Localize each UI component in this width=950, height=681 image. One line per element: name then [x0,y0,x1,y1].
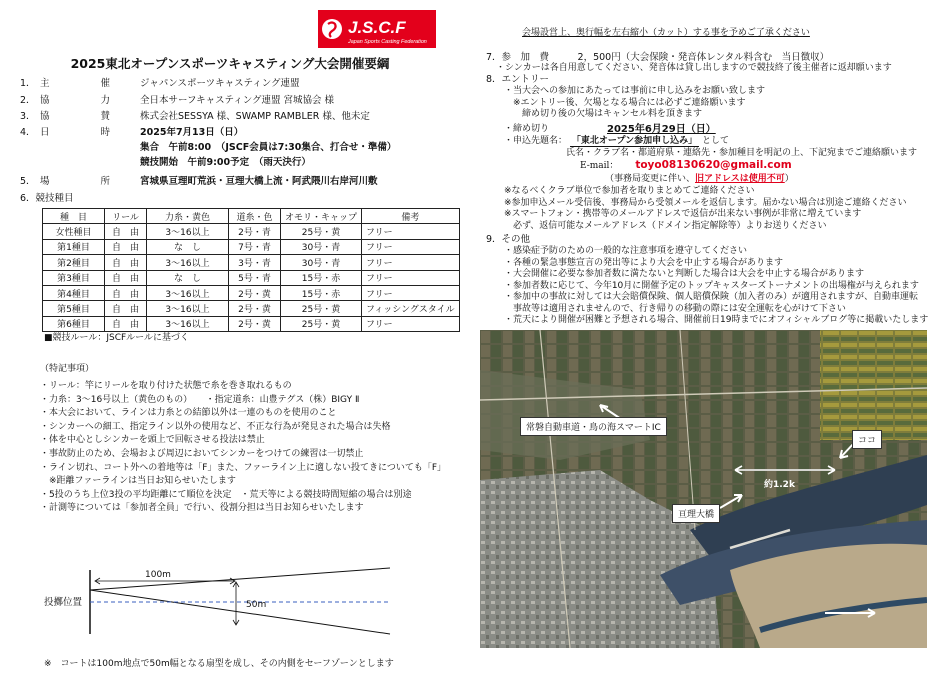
map-label-here: ココ [852,430,882,449]
fee-sub: ・シンカーは各自用意してください、発音体は貸し出しますので競技終了後主催者に返却願います [496,63,892,73]
table-cell: 自 由 [105,224,147,239]
court-upper-edge [90,568,390,590]
table-row [43,285,460,300]
special-item: ・事故防止のため、会場および周辺においてシンカーをつけての練習は一切禁止 [40,449,364,459]
table-cell: 3～16以上 [147,224,229,239]
table-cell: 第6種目 [43,316,105,331]
table-cell: 自 由 [105,270,147,285]
item-organizer: 1． 主 催 ジャパンスポーツキャスティング連盟 [20,78,300,89]
apply-row [504,136,729,147]
events-table [42,208,460,332]
table-cell: 自 由 [105,285,147,300]
label-100m: 100m [145,570,171,580]
table-cell: 3～16以上 [147,285,229,300]
table-cell: 第5種目 [43,301,105,316]
table-cell: 自 由 [105,316,147,331]
events-heading: 6．競技種目 [20,193,74,204]
table-cell: フリー [362,285,460,300]
entry-note: ※スマートフォン・携帯等のメールアドレスで返信が出来ない事例が非常に増えています [504,209,862,219]
old-address-warning: 旧アドレスは使用不可 [695,174,785,184]
table-cell: フリー [362,239,460,254]
item-date: 4． 日 時 2025年7月13日（日） [20,127,244,138]
table-cell: 5号・青 [229,270,281,285]
apply-title: 「東北オープン参加申し込み」 [571,136,698,146]
table-cell: 第4種目 [43,285,105,300]
table-cell: 15号・赤 [281,270,362,285]
table-cell: 25号・黄 [281,316,362,331]
court-diagram [40,550,440,650]
apply-detail: 氏名・クラブ名・都道府県・連絡先・参加種目を明記の上、下記宛までご連絡願います [566,148,918,158]
other-heading: 9．その他 [486,234,531,245]
table-cell: 3～16以上 [147,316,229,331]
table-cell: な し [147,270,229,285]
map-label-ic: 常磐自動車道・鳥の海スマートIC [520,417,667,436]
other-line: ・参加者数に応じて、今年10月に開催予定のトップキャスターズトーナメントの出場権が与えられます [504,280,919,291]
table-cell: 25号・黄 [281,224,362,239]
map-label-distance: 約1.2k [764,480,795,490]
col-main-line: 道糸・色 [229,209,281,224]
table-cell: 3号・青 [229,255,281,270]
table-cell: 第3種目 [43,270,105,285]
table-cell: な し [147,239,229,254]
table-cell: 3～16以上 [147,255,229,270]
table-cell: 自 由 [105,301,147,316]
special-item: ・力糸：3～16号以上（黄色のもの） ・指定道糸：山豊テグス（株）BIGY Ⅱ [40,394,360,405]
apply-label: ・申込先題名： [504,136,568,146]
other-line: ・大会開催に必要な参加者数に満たないと判断した場合は大会を中止する場合があります [504,269,865,279]
schedule-assembly: 集合 午前8:00 （JSCF会員は7:30集合、打合せ・準備） [140,142,397,153]
table-cell: 7号・青 [229,239,281,254]
label-50m: 50m [246,600,267,610]
cooperation-value: 全日本サーフキャスティング連盟 宮城協会 様 [140,95,335,106]
entry-line: 締め切り後の欠場はキャンセル料を頂きます [504,109,703,119]
special-item: ・体を中心としシンカーを頭上で回転させる投法は禁止 [40,435,265,446]
logo-subtitle: Japan Sports Casting Federation [348,39,427,45]
map-label-bridge: 亘理大橋 [672,504,720,523]
email-label: E-mail： [580,161,619,171]
entry-note: ※なるべくクラブ単位で参加者を取りまとめてご連絡ください [504,186,755,196]
table-cell: 自 由 [105,255,147,270]
court-lower-edge [90,590,390,634]
special-item: ・5投のうち上位3投の平均距離にて順位を決定 ・荒天等による競技時間短縮の場合は別途 [40,489,412,500]
table-cell: フリー [362,255,460,270]
jscf-logo [318,10,436,48]
table-row [43,239,460,254]
table-cell: 2号・黄 [229,285,281,300]
col-event: 種 目 [43,209,105,224]
venue-map [480,330,927,648]
special-item: ・リール：竿にリールを取り付けた状態で糸を巻き取れるもの [40,381,292,391]
table-cell: 30号・青 [281,255,362,270]
item-sponsor: 3． 協 賛 株式会社SESSYA 様、SWAMP RAMBLER 様、他未定 [20,111,370,122]
table-cell: フリー [362,270,460,285]
entry-heading: 8．エントリー [486,74,550,85]
table-cell: 第1種目 [43,239,105,254]
sponsor-value: 株式会社SESSYA 様、SWAMP RAMBLER 様、他未定 [140,111,370,122]
special-item: ・計測等については「参加者全員」で行い、役割分担は当日お知らせいたします [40,503,364,514]
logo-title: J.S.C.F [348,18,406,37]
deadline-value: 2025年6月29日（日） [607,124,716,135]
col-remarks: 備考 [362,209,460,224]
rules-note: ■競技ルール：JSCFルールに基づく [44,333,189,343]
venue-value: 宮城県亘理町荒浜・亘理大橋上流・阿武隈川右岸河川敷 [140,176,378,187]
organizer-value: ジャパンスポーツキャスティング連盟 [140,78,300,89]
table-row [43,255,460,270]
top-note: 会場設営上、奥行幅を左右縮小（カット）する事を予めご了承ください [522,28,810,38]
other-line: ・各種の緊急事態宣言の発出等により大会を中止する場合があります [504,257,784,268]
label-cast-position: 投擲位置 [44,597,83,608]
other-line: ・荒天により開催が困難と予想される場合、開催前日19時までにオフィシャルブログ等に掲載いたします [504,315,929,325]
table-cell: 15号・赤 [281,285,362,300]
special-heading: （特記事項） [40,364,95,374]
other-line: 事故等は適用されませんので、行き帰りの移動の際には安全運転を心がけて下さい [504,303,846,314]
table-cell: 女性種目 [43,224,105,239]
fee-line: 7．参 加 費 2，500円（大会保険・発音体レンタル料含む 当日徴収） [486,52,830,63]
table-cell: フィッシングスタイル [362,301,460,316]
entry-line: ※エントリー後、欠場となる場合には必ずご連絡願います [504,97,746,108]
item-venue: 5． 場 所 宮城県亘理町荒浜・亘理大橋上流・阿武隈川右岸河川敷 [20,176,378,187]
item-cooperation: 2． 協 力 全日本サーフキャスティング連盟 宮城協会 様 [20,95,335,106]
table-cell: フリー [362,316,460,331]
special-item: ・ライン切れ、コート外への着地等は「F」また、ファーライン上に適しない投てきについても「F」 [40,462,446,473]
table-cell: 自 由 [105,239,147,254]
table-cell: 3～16以上 [147,301,229,316]
court-note: ※ コートは100m地点で50m幅となる扇型を成し、その内側をセーフゾーンとします [44,659,394,669]
deadline-label: ・締め切り [504,124,550,134]
table-row [43,316,460,331]
apply-suffix: として [701,136,729,146]
col-sinker: オモリ・キャップ [281,209,362,224]
table-cell: 30号・青 [281,239,362,254]
table-cell: 25号・黄 [281,301,362,316]
table-cell: 第2種目 [43,255,105,270]
entry-note: 必ず、返信可能なメールアドレス（ドメイン指定解除等）よりお送りください [504,220,827,231]
table-row [43,224,460,239]
email-row [580,160,792,172]
satellite-image [480,330,927,648]
email-address[interactable]: toyo08130620@gmail.com [635,159,792,171]
office-note: （事務局変更に伴い、旧アドレスは使用不可） [605,174,794,184]
special-item: ・本大会において、ラインは力糸との結節以外は一連のものを使用のこと [40,408,337,419]
date-value: 2025年7月13日（日） [140,127,244,138]
table-cell: 2号・黄 [229,301,281,316]
special-item: ・シンカーへの細工、指定ライン以外の使用など、不正な行為が発見された場合は失格 [40,421,391,432]
entry-line: ・当大会への参加にあたっては事前に申し込みをお願い致します [504,86,766,96]
table-cell: 2号・青 [229,224,281,239]
schedule-start: 競技開始 午前9:00予定 （雨天決行） [140,157,311,168]
special-item: ※距離ファーラインは当日お知らせいたします [40,476,236,487]
table-header-row [43,209,460,224]
other-line: ・感染症予防のための一般的な注意事項を遵守してください [504,246,748,256]
col-reel: リール [105,209,147,224]
other-line: ・参加中の事故に対しては大会賠償保険、個人賠償保険（加入者のみ）が適用されますが、自動車運転 [504,292,919,302]
entry-note: ※参加申込メール受信後、事務局から受領メールを返信します。届かない場合は別途ご連絡ください [504,197,907,208]
table-row [43,301,460,316]
table-cell: 2号・黄 [229,316,281,331]
col-shock-leader: 力糸・黄色 [147,209,229,224]
table-cell: フリー [362,224,460,239]
table-row [43,270,460,285]
document-title: 2025東北オープンスポーツキャスティング大会開催要綱 [70,56,390,71]
